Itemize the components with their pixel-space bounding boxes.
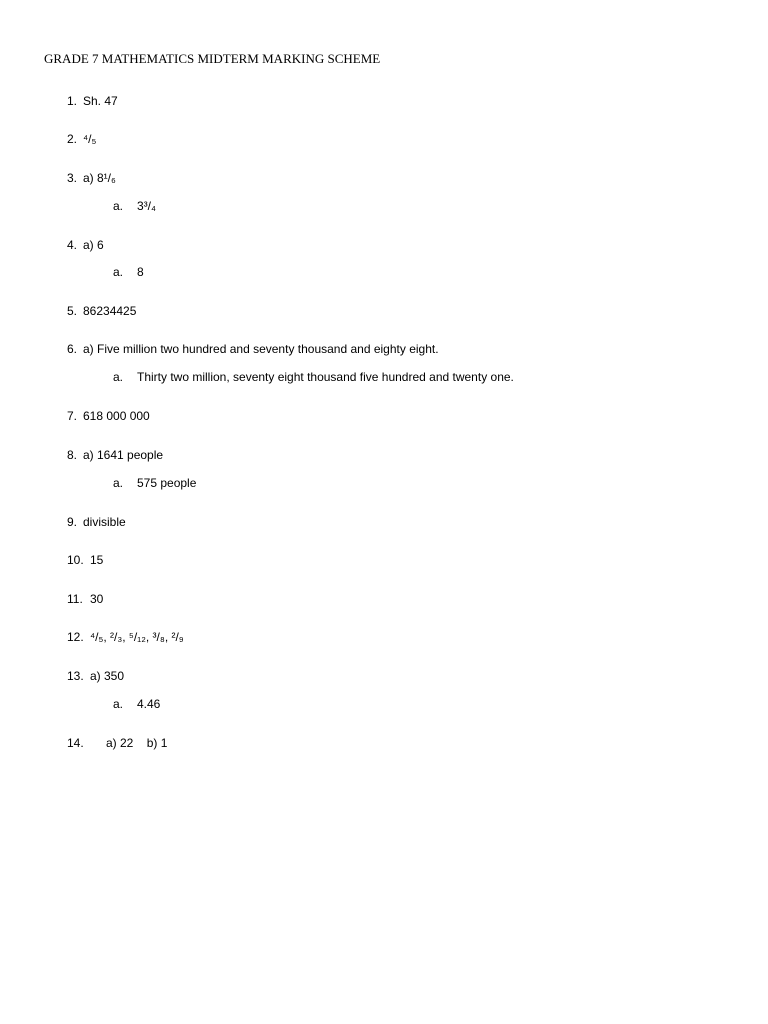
answer-text: a) 1641 people [83,448,164,462]
sub-letter: a. [113,370,124,384]
sub-letter: a. [113,476,124,490]
answer-number: 13. [67,669,84,683]
answer-text: a) 22 b) 1 [106,736,168,750]
answer-number: 14. [67,736,84,750]
answer-number: 5. [67,304,78,318]
answer-number: 6. [67,342,78,356]
answer-number: 3. [67,171,78,185]
answer-text: a) 350 [90,669,125,683]
answer-number: 12. [67,630,84,644]
sub-letter: a. [113,697,124,711]
answer-text: 618 000 000 [83,409,150,423]
answer-text: divisible [83,515,126,529]
answer-number: 7. [67,409,78,423]
sub-text: 8 [137,265,144,279]
answer-text: ⁴/₅ [83,132,97,146]
sub-letter: a. [113,199,124,213]
sub-text: 3³/₄ [137,199,156,213]
answer-number: 10. [67,553,84,567]
answer-number: 9. [67,515,78,529]
answer-number: 8. [67,448,78,462]
answer-number: 2. [67,132,78,146]
answer-text: a) Five million two hundred and seventy thousand and eighty eight. [83,342,439,356]
answer-text: 15 [90,553,104,567]
sub-letter: a. [113,265,124,279]
sub-text: 575 people [137,476,197,490]
sub-text: Thirty two million, seventy eight thousand five hundred and twenty one. [137,370,514,384]
answer-number: 4. [67,238,78,252]
answer-text: a) 6 [83,238,104,252]
answer-number: 11. [67,592,83,606]
sub-text: 4.46 [137,697,161,711]
answer-text: Sh. 47 [83,94,118,108]
answer-text: 30 [90,592,104,606]
answer-text: a) 8¹/₆ [83,171,116,185]
answer-text: ⁴/₅, ²/₃, ⁵/₁₂, ³/₈, ²/₉ [90,630,184,644]
document-title: GRADE 7 MATHEMATICS MIDTERM MARKING SCHEME [44,51,381,66]
answer-number: 1. [67,94,78,108]
answer-text: 86234425 [83,304,137,318]
